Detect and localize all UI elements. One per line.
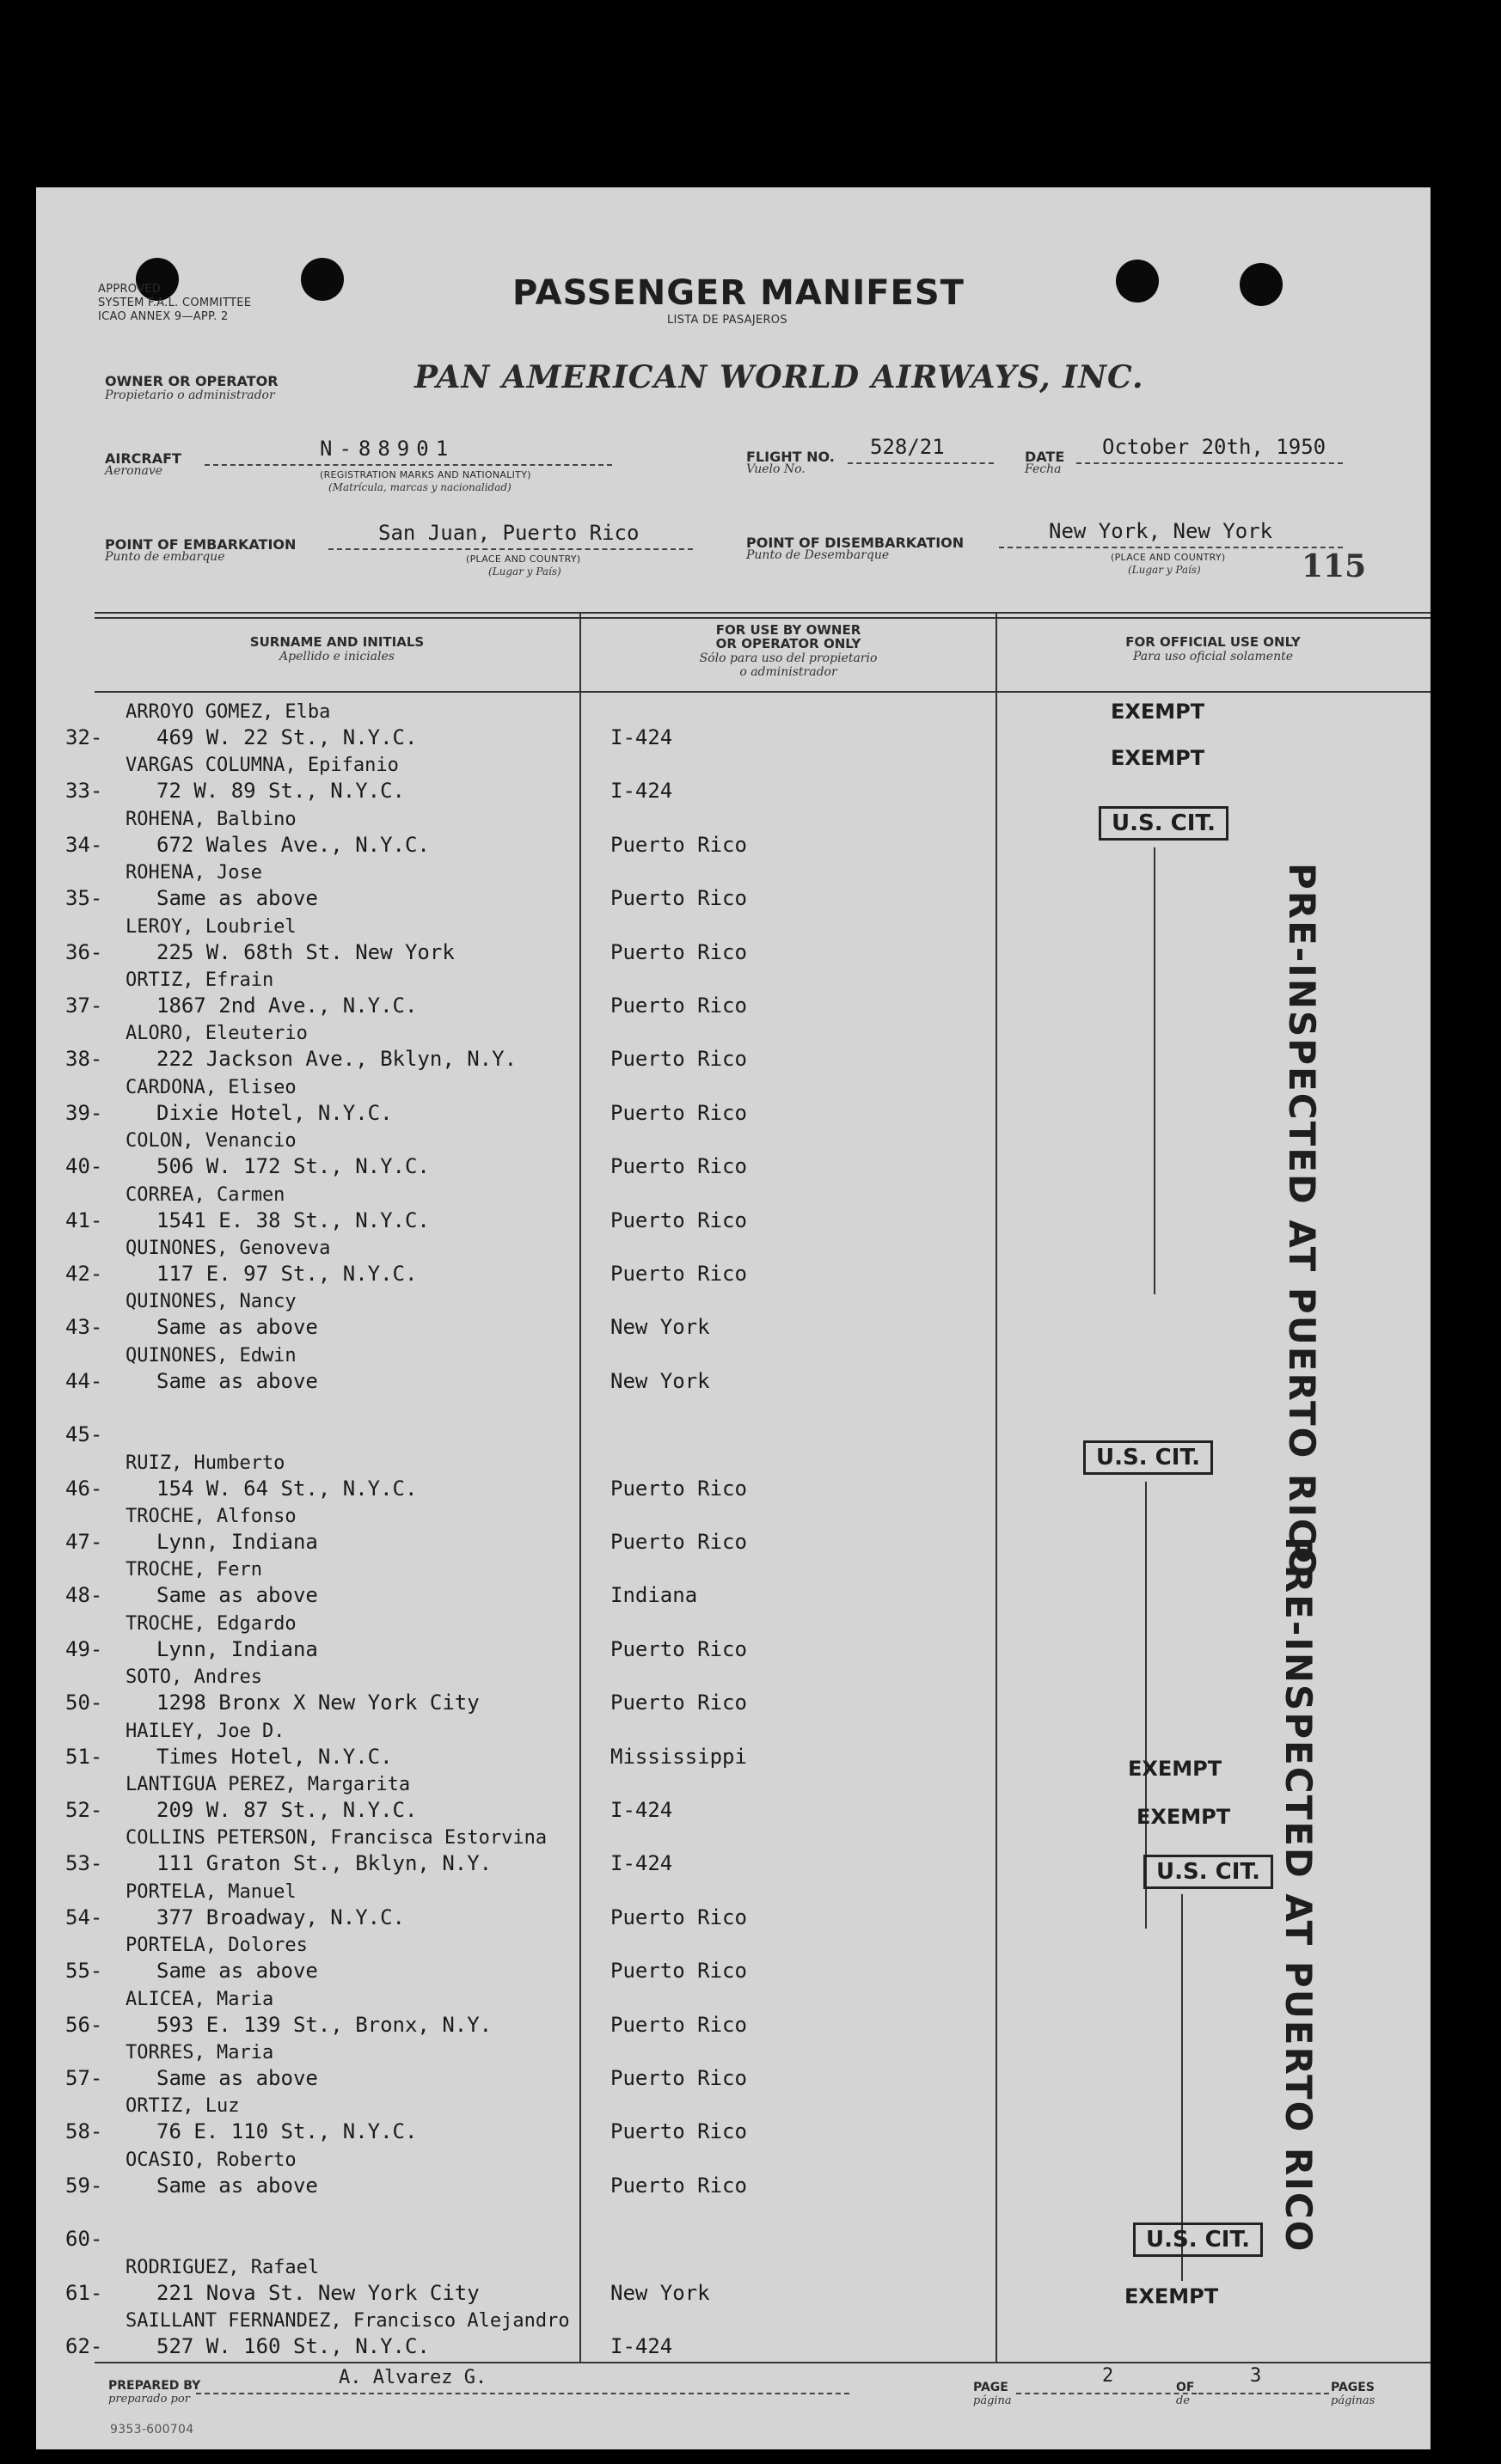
form-title: PASSENGER MANIFEST [512,273,965,313]
row-number: 36- [65,939,103,964]
row-number: 47- [65,1530,103,1554]
passenger-name: CORREA, Carmen [126,1183,285,1206]
passenger-name: COLON, Venancio [126,1130,297,1153]
passenger-operator-note: Puerto Rico [610,2119,747,2144]
passenger-operator-note: Puerto Rico [610,939,747,964]
manifest-sheet [36,187,1431,2449]
passenger-name: PORTELA, Dolores [126,1935,308,1957]
passenger-operator-note: Puerto Rico [610,994,747,1018]
passenger-address: 1298 Bronx X New York City [156,1691,480,1715]
passenger-name: CARDONA, Eliseo [126,1076,297,1098]
passenger-name: SOTO, Andres [126,1666,262,1689]
passenger-operator-note: I-424 [610,725,673,749]
flight-rule [848,462,994,464]
col-head-operator: OR OPERATOR ONLY [715,636,861,651]
passenger-operator-note: I-424 [610,2334,673,2358]
passenger-name: COLLINS PETERSON, Francisca Estorvina [126,1827,548,1850]
page-label: PAGE [973,2381,1008,2394]
row-number: 58- [65,2119,103,2144]
passenger-name: OCASIO, Roberto [126,2149,297,2171]
date-value: October 20th, 1950 [1102,435,1326,459]
passenger-name: TROCHE, Edgardo [126,1612,297,1635]
row-number: 59- [65,2173,103,2198]
passenger-name: LEROY, Loubriel [126,915,297,938]
passenger-address: Same as above [156,1583,318,1608]
passenger-operator-note: Puerto Rico [610,2012,747,2037]
row-number: 61- [65,2280,103,2305]
sheet-number: 115 [1302,548,1367,584]
form-title-es: LISTA DE PASAJEROS [667,314,787,327]
us-cit-stamp: U.S. CIT. [1099,806,1228,841]
us-cit-stamp: U.S. CIT. [1133,2222,1263,2257]
flight-value: 528/21 [870,435,945,459]
row-number: 34- [65,832,103,857]
pages-label-es: páginas [1331,2394,1375,2407]
column-divider [579,612,581,2362]
row-number: 60- [65,2227,103,2252]
disembark-label-es: Punto de Desembarque [746,548,890,562]
col-head-operator-es: Sólo para uso del propietario [699,651,878,665]
registration-note-es: (Matrícula, marcas y nacionalidad) [328,481,512,493]
passenger-name: ALICEA, Maria [126,1988,274,2010]
us-cit-stamp: U.S. CIT. [1083,1440,1213,1475]
passenger-name: QUINONES, Genoveva [126,1238,331,1259]
embark-value: San Juan, Puerto Rico [378,521,640,545]
row-number: 49- [65,1636,103,1661]
passenger-address: 76 E. 110 St., N.Y.C. [156,2119,418,2144]
passenger-operator-note: Puerto Rico [610,832,747,857]
passenger-name: RUIZ, Humberto [126,1452,285,1474]
passenger-name: ROHENA, Jose [126,862,262,884]
disembark-value: New York, New York [1049,519,1273,543]
row-number: 38- [65,1047,103,1072]
row-number: 51- [65,1744,103,1769]
aircraft-rule [205,464,612,466]
passenger-address: 111 Graton St., Bklyn, N.Y. [156,1851,493,1876]
row-number: 39- [65,1100,103,1125]
preinspected-stamp: PRE-INSPECTED AT PUERTO RICO [1277,1537,1320,2253]
punch-hole [301,258,344,301]
row-number: 32- [65,725,103,749]
passenger-operator-note: I-424 [610,779,673,804]
passenger-operator-note: Puerto Rico [610,2173,747,2198]
passenger-address: Dixie Hotel, N.Y.C. [156,1100,393,1125]
passenger-operator-note: Puerto Rico [610,1208,747,1232]
prepared-rule [196,2393,849,2394]
row-number: 53- [65,1851,103,1876]
punch-hole [1116,260,1159,303]
passenger-operator-note: Puerto Rico [610,1262,747,1286]
passenger-name: QUINONES, Edwin [126,1344,297,1367]
passenger-address: 222 Jackson Ave., Bklyn, N.Y. [156,1047,518,1072]
row-number: 45- [65,1422,103,1447]
passenger-address: 221 Nova St. New York City [156,2280,480,2305]
passenger-address: 225 W. 68th St. New York [156,939,455,964]
passenger-name: TROCHE, Alfonso [126,1506,297,1527]
passenger-operator-note: Puerto Rico [610,1530,747,1554]
passenger-operator-note: New York [610,2280,710,2305]
passenger-name: ORTIZ, Efrain [126,969,274,991]
table-header-rule [95,691,1431,693]
row-number: 55- [65,1959,103,1984]
passenger-name: HAILEY, Joe D. [126,1720,285,1742]
owner-label-es: Propietario o administrador [105,388,275,402]
passenger-address: Same as above [156,1368,318,1393]
passenger-name: ORTIZ, Luz [126,2095,240,2118]
col-head-official: FOR OFFICIAL USE ONLY [1125,634,1301,650]
passenger-name: RODRIGUEZ, Rafael [126,2256,320,2278]
row-number: 52- [65,1798,103,1822]
place-note: (PLACE AND COUNTRY) [466,553,581,565]
passenger-operator-note: Indiana [610,1583,698,1608]
col-head-surname-es: Apellido e iniciales [279,650,395,663]
passenger-operator-note: Puerto Rico [610,1959,747,1984]
passenger-operator-note: New York [610,1368,710,1393]
place-note: (PLACE AND COUNTRY) [1111,552,1226,563]
preinspected-stamp: PRE-INSPECTED AT PUERTO RICO [1281,863,1323,1580]
approval-line: APPROVED [98,283,162,296]
place-note-es: (Lugar y País) [1128,564,1201,576]
prepared-value: A. Alvarez G. [339,2367,487,2388]
row-number: 57- [65,2066,103,2090]
prepared-label: PREPARED BY [108,2379,201,2393]
passenger-address: Same as above [156,886,318,911]
prepared-label-es: preparado por [108,2393,190,2406]
col-head-operator: FOR USE BY OWNER [715,622,861,638]
pages-label: PAGES [1331,2381,1375,2394]
passenger-operator-note: I-424 [610,1798,673,1822]
table-top-rule [95,612,1431,614]
passenger-address: 1541 E. 38 St., N.Y.C. [156,1208,430,1232]
passenger-operator-note: Puerto Rico [610,2066,747,2090]
row-number: 50- [65,1691,103,1715]
passenger-address: Same as above [156,2066,318,2090]
bracket-line [1154,847,1155,1294]
place-note-es: (Lugar y País) [488,566,561,578]
passenger-address: 117 E. 97 St., N.Y.C. [156,1262,418,1286]
row-number: 62- [65,2334,103,2358]
passenger-address: 209 W. 87 St., N.Y.C. [156,1798,418,1822]
passenger-name: PORTELA, Manuel [126,1880,297,1903]
passenger-name: QUINONES, Nancy [126,1291,297,1313]
passenger-address: 1867 2nd Ave., N.Y.C. [156,994,418,1018]
page-label-es: página [973,2394,1012,2407]
row-number: 35- [65,886,103,911]
passenger-address: 469 W. 22 St., N.Y.C. [156,725,418,749]
row-number: 48- [65,1583,103,1608]
passenger-address: Same as above [156,1315,318,1340]
of-label-es: de [1176,2394,1191,2407]
of-label: OF [1176,2381,1195,2394]
passenger-operator-note: Puerto Rico [610,1691,747,1715]
exempt-mark: EXEMPT [1136,1805,1231,1829]
punch-hole [1240,263,1283,306]
passenger-address: Same as above [156,1959,318,1984]
column-divider [996,612,997,2362]
table-bottom-rule [95,2362,1431,2363]
us-cit-stamp: U.S. CIT. [1143,1855,1273,1889]
disembark-label: POINT OF DISEMBARKATION [746,535,965,551]
passenger-operator-note: I-424 [610,1851,673,1876]
passenger-address: 527 W. 160 St., N.Y.C. [156,2334,430,2358]
approval-line: SYSTEM F.A.L. COMMITTEE [98,297,252,309]
table-top-rule-2 [95,617,1431,619]
approval-line: ICAO ANNEX 9—APP. 2 [98,310,229,323]
passenger-operator-note: Puerto Rico [610,1047,747,1072]
passenger-address: 506 W. 172 St., N.Y.C. [156,1154,430,1179]
passenger-address: 72 W. 89 St., N.Y.C. [156,779,405,804]
passenger-address: 672 Wales Ave., N.Y.C. [156,832,430,857]
date-label: DATE [1025,449,1065,465]
aircraft-label: AIRCRAFT [105,450,181,467]
passenger-name: ROHENA, Balbino [126,808,297,830]
passenger-address: Same as above [156,2173,318,2198]
flight-label: FLIGHT NO. [746,449,835,465]
passenger-operator-note: Mississippi [610,1744,747,1769]
embark-label: POINT OF EMBARKATION [105,536,297,553]
passenger-address: 377 Broadway, N.Y.C. [156,1905,405,1929]
aircraft-label-es: Aeronave [105,464,163,478]
owner-value: PAN AMERICAN WORLD AIRWAYS, INC. [414,359,1144,395]
passenger-operator-note: Puerto Rico [610,1636,747,1661]
date-label-es: Fecha [1025,462,1062,476]
passenger-name: TORRES, Maria [126,2042,274,2064]
col-head-operator-es: o administrador [739,665,837,679]
aircraft-value: N-88901 [320,437,456,461]
passenger-address: 154 W. 64 St., N.Y.C. [156,1476,418,1501]
passenger-operator-note: New York [610,1315,710,1340]
row-number: 46- [65,1476,103,1501]
passenger-operator-note: Puerto Rico [610,886,747,911]
passenger-operator-note: Puerto Rico [610,1905,747,1929]
passenger-address: 593 E. 139 St., Bronx, N.Y. [156,2012,493,2037]
disembark-rule [999,547,1343,548]
row-number: 41- [65,1208,103,1232]
exempt-mark: EXEMPT [1111,746,1205,770]
passenger-operator-note: Puerto Rico [610,1100,747,1125]
exempt-mark: EXEMPT [1124,2284,1219,2308]
passenger-name: ALORO, Eleuterio [126,1023,308,1045]
passenger-name: LANTIGUA PEREZ, Margarita [126,1774,411,1795]
exempt-mark: EXEMPT [1128,1757,1222,1781]
row-number: 44- [65,1368,103,1393]
flight-label-es: Vuelo No. [746,462,806,476]
passenger-name: SAILLANT FERNANDEZ, Francisco Alejandro [126,2310,570,2332]
col-head-official-es: Para uso oficial solamente [1133,650,1293,663]
page-value: 2 [1102,2365,1114,2387]
passenger-operator-note: Puerto Rico [610,1154,747,1179]
col-head-surname: SURNAME AND INITIALS [249,634,425,650]
passenger-name: ARROYO GOMEZ, Elba [126,701,331,723]
registration-note: (REGISTRATION MARKS AND NATIONALITY) [320,469,531,480]
passenger-operator-note: Puerto Rico [610,1476,747,1501]
date-rule [1076,462,1343,464]
row-number: 33- [65,779,103,804]
row-number: 56- [65,2012,103,2037]
passenger-address: Lynn, Indiana [156,1636,318,1661]
owner-label: OWNER OR OPERATOR [105,373,279,389]
embark-label-es: Punto de embarque [105,550,225,564]
of-value: 3 [1250,2365,1262,2387]
row-number: 42- [65,1262,103,1286]
form-code: 9353-600704 [110,2423,194,2436]
row-number: 54- [65,1905,103,1929]
row-number: 40- [65,1154,103,1179]
of-rule [1198,2393,1329,2394]
passenger-address: Lynn, Indiana [156,1530,318,1554]
embark-rule [328,548,693,550]
row-number: 37- [65,994,103,1018]
passenger-address: Times Hotel, N.Y.C. [156,1744,393,1769]
exempt-mark: EXEMPT [1111,700,1205,724]
passenger-name: TROCHE, Fern [126,1559,262,1581]
passenger-name: VARGAS COLUMNA, Epifanio [126,755,399,777]
page-rule [1016,2393,1197,2394]
row-number: 43- [65,1315,103,1340]
